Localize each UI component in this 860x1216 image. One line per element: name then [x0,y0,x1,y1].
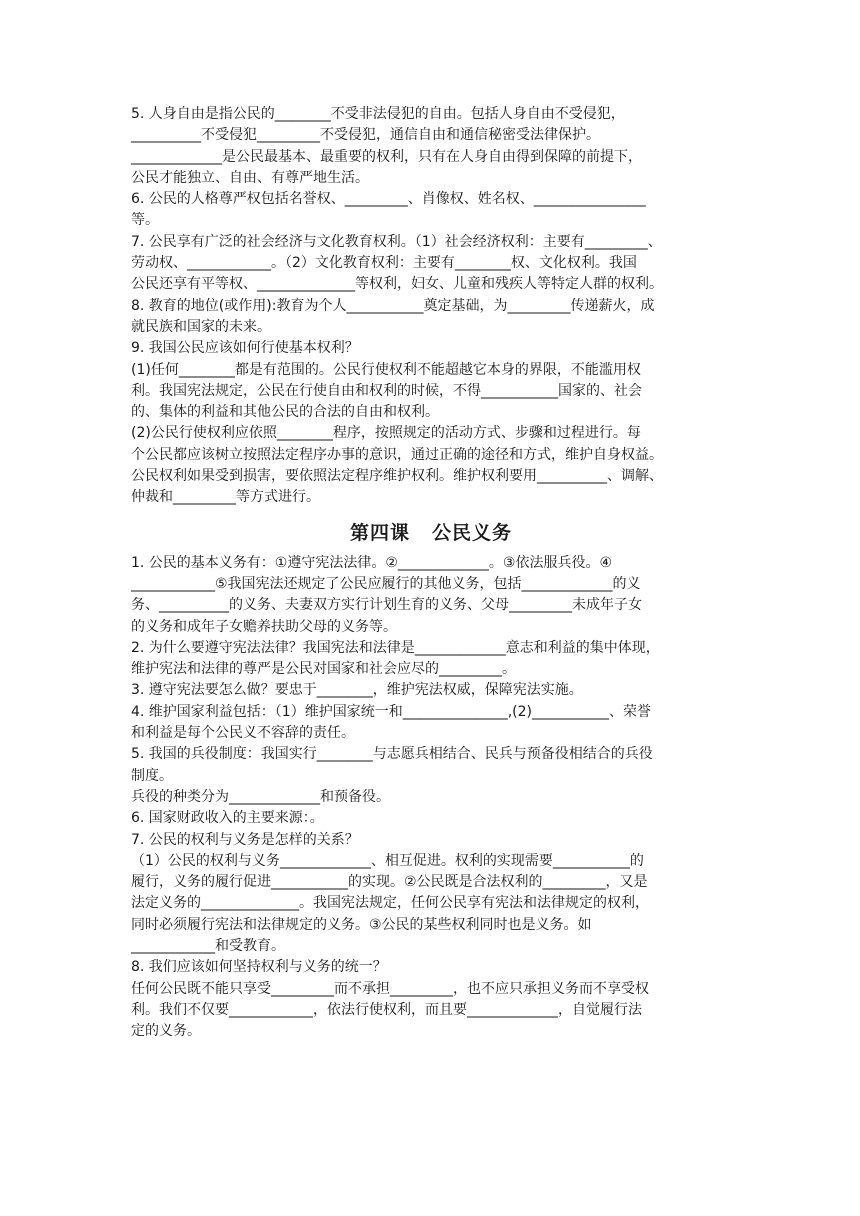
text-line: （1）公民的权利与义务_____________、相互促进。权利的实现需要___________的 [131,852,644,869]
text-line: ____________和受教育。 [131,937,285,954]
text-line: 5. 人身自由是指公民的________不受非法侵犯的自由。包括人身自由不受侵犯， [131,106,625,122]
text-line: 制度。 [131,767,173,784]
text-line: 务、__________的义务、夫妻双方实行计划生育的义务、父母_________未成年子女 [131,597,642,614]
section-duties [131,553,731,1043]
text-line: 8. 教育的地位(或作用):教育为个人___________奠定基础，为_________传递薪火，成 [131,297,655,314]
text-line: 兵役的种类分为_____________和预备役。 [131,788,390,805]
text-line: ____________⑤我国宪法还规定了公民应履行的其他义务，包括_____________的义 [131,575,641,592]
text-line: 6. 国家财政收入的主要来源：。 [131,810,324,827]
text-line: 法定义务的______________。我国宪法规定，任何公民享有宪法和法律规定的权利， [131,895,649,912]
text-line: 7. 公民的权利与义务是怎样的关系？ [131,831,359,848]
text-line: 2. 为什么要遵守宪法法律？我国宪法和法律是_____________意志和利益的集中体现， [131,639,660,656]
text-line: 9. 我国公民应该如何行使基本权利？ [131,340,359,357]
text-line: 利。我国宪法规定，公民在行使自由和权利的时候，不得___________国家的、社会 [131,382,642,399]
text-line: 公民才能独立、自由、有尊严地生活。 [131,169,369,186]
text-line: 维护宪法和法律的尊严是公民对国家和社会应尽的_________。 [131,661,516,678]
text-line: 等。 [131,212,159,229]
text-line: 任何公民既不能只享受_________而不承担_________，也不应只承担义务而不享受权 [131,980,649,997]
lesson-number: 第四课 [349,521,410,544]
text-line: 3. 遵守宪法要怎么做？要忠于________，维护宪法权威，保障宪法实施。 [131,682,583,699]
text-line: 公民权利如果受到损害，要依照法定程序维护权利。维护权利要用__________、调解、 [131,468,663,485]
text-line: 5. 我国的兵役制度：我国实行________与志愿兵相结合、民兵与预备役相结合的兵役 [131,746,653,763]
text-line: 就民族和国家的未来。 [131,318,271,335]
text-line: 劳动权、____________。（2）文化教育权利：主要有________权、文化权利。我国 [131,255,637,272]
lesson-heading [131,520,731,546]
text-line: __________不受侵犯_________不受侵犯，通信自由和通信秘密受法律保护。 [131,127,600,144]
text-line: 7. 公民享有广泛的社会经济与文化教育权利。（1）社会经济权利：主要有_________、 [131,233,662,250]
text-line: 个公民都应该树立按照法定程序办事的意识，通过正确的途径和方式，维护自身权益。 [131,446,663,463]
text-line: (1)任何________都是有范围的。公民行使权利不能超越它本身的界限，不能滥用权 [131,361,641,378]
text-line: 履行，义务的履行促进___________的实现。②公民既是合法权利的_________，又是 [131,874,648,891]
text-line: 1. 公民的基本义务有：①遵守宪法法律。②_____________。③依法服兵役。④ [131,554,613,571]
text-line: 的、集体的利益和其他公民的合法的自由和权利。 [131,404,439,421]
text-line: 同时必须履行宪法和法律规定的义务。③公民的某些权利同时也是义务。如 [131,916,592,933]
text-line: 利。我们不仅要____________，依法行使权利，而且要_____________，自觉履行法 [131,1001,642,1018]
text-line: 8. 我们应该如何坚持权利与义务的统一？ [131,959,387,976]
section-rights [131,104,731,509]
text-line: 4. 维护国家利益包括：（1）维护国家统一和_______________,(2)___________、荣誉 [131,703,651,720]
text-line: 6. 公民的人格尊严权包括名誉权、_________、肖像权、姓名权、________________ [131,191,646,208]
text-line: 仲裁和_________等方式进行。 [131,489,320,506]
text-line: 公民还享有平等权、______________等权利，妇女、儿童和残疾人等特定人群的权利。 [131,276,663,293]
text-line: 定的义务。 [131,1023,201,1040]
text-line: 和利益是每个公民义不容辞的责任。 [131,725,355,742]
document-page [131,104,731,1042]
text-line: 的义务和成年子女赡养扶助父母的义务等。 [131,618,397,635]
text-line: (2)公民行使权利应依照________程序，按照规定的活动方式、步骤和过程进行。每 [131,425,641,442]
lesson-title: 公民义务 [432,521,513,544]
text-line: _____________是公民最基本、最重要的权利，只有在人身自由得到保障的前提下， [131,148,642,165]
